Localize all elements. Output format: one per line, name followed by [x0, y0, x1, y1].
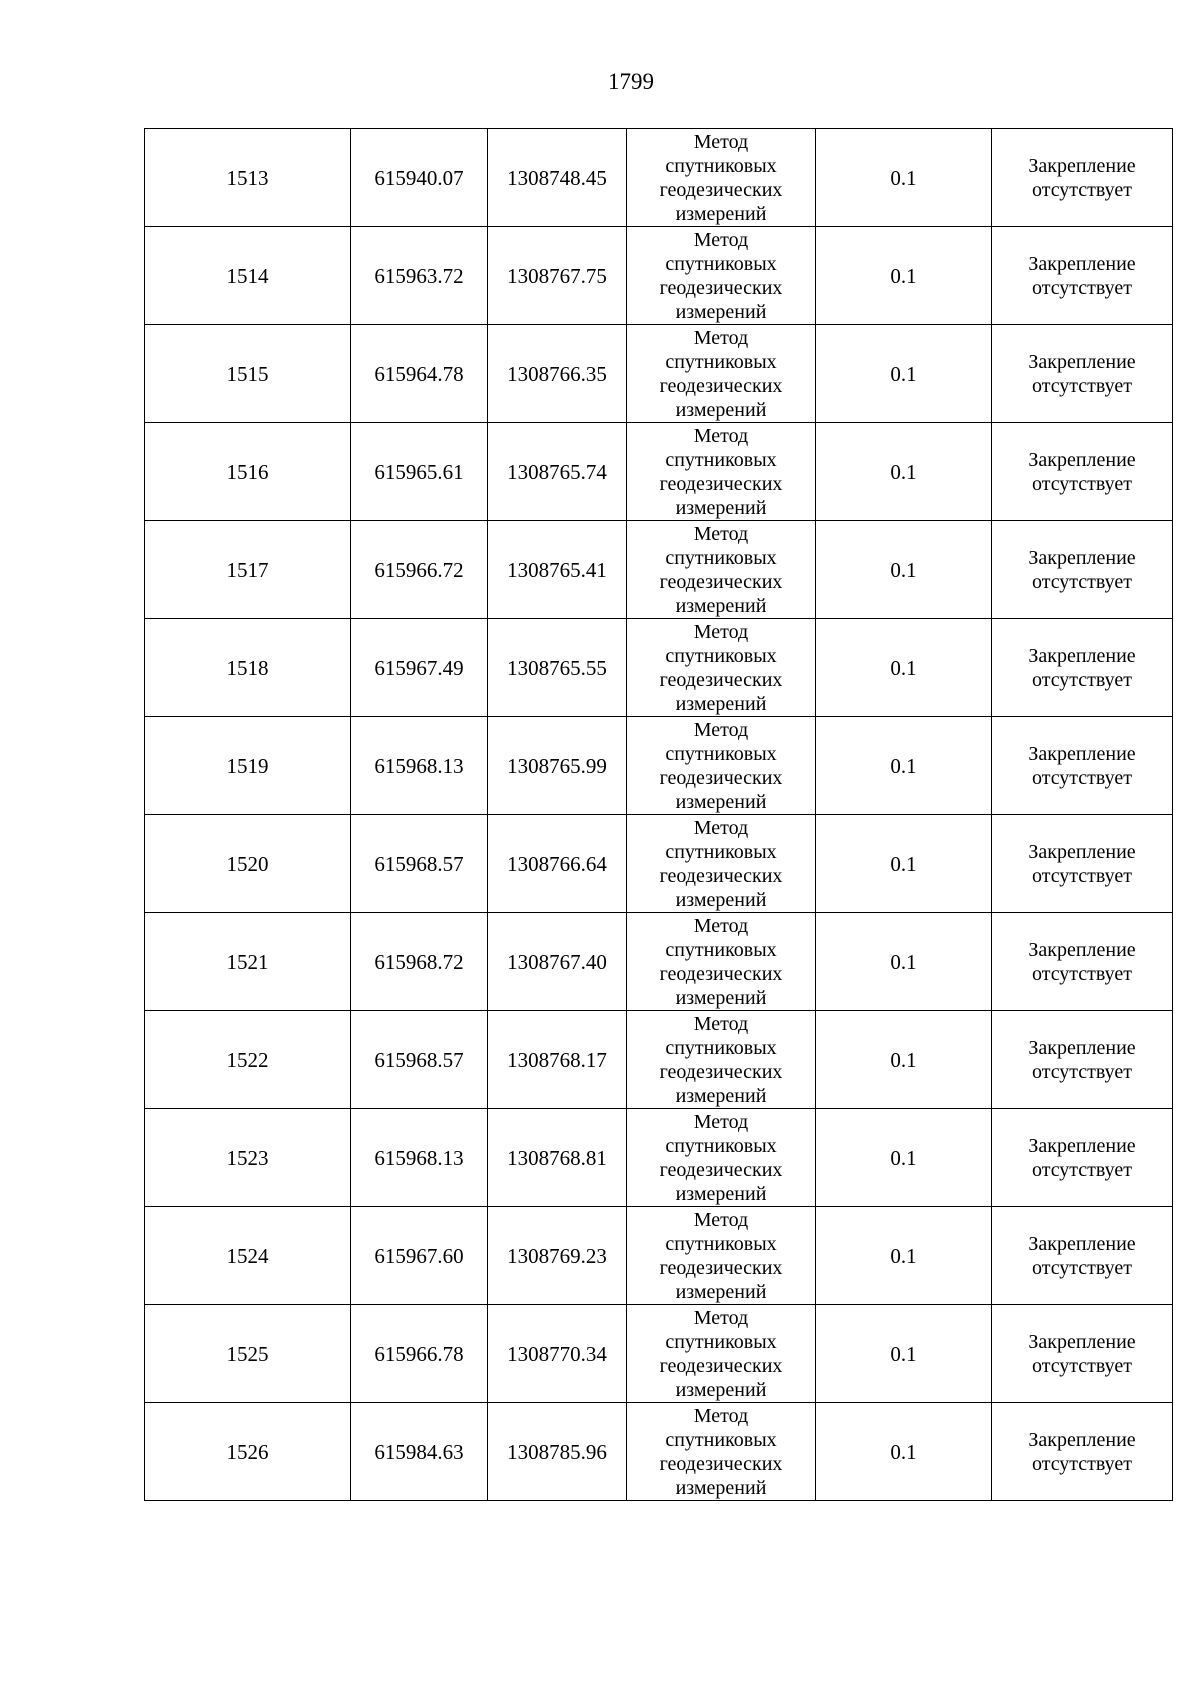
y-coordinate-cell: 1308769.23 — [488, 1207, 627, 1305]
method-line: спутниковых — [665, 644, 777, 667]
method-line: измерений — [675, 594, 767, 617]
method-line: спутниковых — [665, 546, 777, 569]
table-row — [145, 227, 1173, 325]
accuracy-cell: 0.1 — [816, 717, 992, 815]
method-line: геодезических — [659, 864, 783, 887]
x-coordinate-cell: 615966.78 — [351, 1305, 488, 1403]
y-coordinate-cell: 1308768.17 — [488, 1011, 627, 1109]
accuracy-cell: 0.1 — [816, 1305, 992, 1403]
method-line: спутниковых — [665, 1428, 777, 1451]
accuracy-cell: 0.1 — [816, 423, 992, 521]
x-coordinate-cell: 615984.63 — [351, 1403, 488, 1501]
table-row — [145, 521, 1173, 619]
fixing-cell — [992, 129, 1173, 227]
fixing-line: Закрепление — [1028, 252, 1136, 275]
fixing-cell — [992, 1305, 1173, 1403]
method-line: Метод — [693, 1306, 749, 1329]
method-line: Метод — [693, 130, 749, 153]
method-cell — [627, 1011, 816, 1109]
table-row — [145, 1109, 1173, 1207]
table-row — [145, 129, 1173, 227]
method-line: геодезических — [659, 276, 783, 299]
method-line: спутниковых — [665, 154, 777, 177]
method-line: спутниковых — [665, 1134, 777, 1157]
point-number-cell: 1519 — [145, 717, 351, 815]
method-line: спутниковых — [665, 1330, 777, 1353]
method-line: Метод — [693, 914, 749, 937]
fixing-line: отсутствует — [1031, 668, 1133, 691]
y-coordinate-cell: 1308765.74 — [488, 423, 627, 521]
accuracy-cell: 0.1 — [816, 913, 992, 1011]
method-line: Метод — [693, 816, 749, 839]
fixing-line: Закрепление — [1028, 350, 1136, 373]
method-line: измерений — [675, 1378, 767, 1401]
fixing-line: Закрепление — [1028, 938, 1136, 961]
method-line: измерений — [675, 692, 767, 715]
method-cell — [627, 717, 816, 815]
table-row — [145, 1207, 1173, 1305]
method-line: измерений — [675, 790, 767, 813]
method-line: спутниковых — [665, 1036, 777, 1059]
method-line: измерений — [675, 1476, 767, 1499]
point-number-cell: 1516 — [145, 423, 351, 521]
method-line: Метод — [693, 1012, 749, 1035]
x-coordinate-cell: 615968.57 — [351, 815, 488, 913]
method-cell — [627, 227, 816, 325]
fixing-cell — [992, 1403, 1173, 1501]
fixing-cell — [992, 227, 1173, 325]
table-row — [145, 1305, 1173, 1403]
method-line: измерений — [675, 300, 767, 323]
method-line: измерений — [675, 1182, 767, 1205]
fixing-line: отсутствует — [1031, 178, 1133, 201]
table-row — [145, 1011, 1173, 1109]
x-coordinate-cell: 615940.07 — [351, 129, 488, 227]
accuracy-cell: 0.1 — [816, 815, 992, 913]
fixing-line: Закрепление — [1028, 644, 1136, 667]
fixing-line: отсутствует — [1031, 766, 1133, 789]
method-cell — [627, 423, 816, 521]
method-line: спутниковых — [665, 840, 777, 863]
y-coordinate-cell: 1308765.99 — [488, 717, 627, 815]
fixing-line: Закрепление — [1028, 154, 1136, 177]
method-line: Метод — [693, 1208, 749, 1231]
table-row — [145, 619, 1173, 717]
method-line: измерений — [675, 202, 767, 225]
point-number-cell: 1517 — [145, 521, 351, 619]
fixing-line: отсутствует — [1031, 1060, 1133, 1083]
method-cell — [627, 1305, 816, 1403]
fixing-line: отсутствует — [1031, 1354, 1133, 1377]
page-number: 1799 — [608, 69, 654, 94]
x-coordinate-cell: 615967.49 — [351, 619, 488, 717]
y-coordinate-cell: 1308766.35 — [488, 325, 627, 423]
fixing-cell — [992, 913, 1173, 1011]
y-coordinate-cell: 1308767.75 — [488, 227, 627, 325]
table-row — [145, 815, 1173, 913]
method-line: геодезических — [659, 1354, 783, 1377]
accuracy-cell: 0.1 — [816, 1403, 992, 1501]
fixing-line: Закрепление — [1028, 1330, 1136, 1353]
method-line: измерений — [675, 888, 767, 911]
y-coordinate-cell: 1308766.64 — [488, 815, 627, 913]
method-line: измерений — [675, 398, 767, 421]
method-cell — [627, 1207, 816, 1305]
point-number-cell: 1518 — [145, 619, 351, 717]
fixing-cell — [992, 1207, 1173, 1305]
fixing-line: отсутствует — [1031, 962, 1133, 985]
method-cell — [627, 913, 816, 1011]
method-cell — [627, 325, 816, 423]
method-line: Метод — [693, 1110, 749, 1133]
accuracy-cell: 0.1 — [816, 129, 992, 227]
fixing-line: Закрепление — [1028, 546, 1136, 569]
method-line: спутниковых — [665, 938, 777, 961]
fixing-line: отсутствует — [1031, 1158, 1133, 1181]
method-cell — [627, 521, 816, 619]
fixing-line: отсутствует — [1031, 472, 1133, 495]
method-line: геодезических — [659, 472, 783, 495]
accuracy-cell: 0.1 — [816, 521, 992, 619]
method-line: измерений — [675, 1084, 767, 1107]
method-line: спутниковых — [665, 252, 777, 275]
method-line: геодезических — [659, 1158, 783, 1181]
table-row — [145, 913, 1173, 1011]
y-coordinate-cell: 1308767.40 — [488, 913, 627, 1011]
x-coordinate-cell: 615965.61 — [351, 423, 488, 521]
method-line: измерений — [675, 986, 767, 1009]
method-line: спутниковых — [665, 350, 777, 373]
table-row — [145, 423, 1173, 521]
method-line: Метод — [693, 620, 749, 643]
fixing-cell — [992, 815, 1173, 913]
method-line: измерений — [675, 1280, 767, 1303]
method-line: Метод — [693, 424, 749, 447]
fixing-line: Закрепление — [1028, 742, 1136, 765]
method-line: Метод — [693, 718, 749, 741]
method-line: геодезических — [659, 1256, 783, 1279]
fixing-line: отсутствует — [1031, 864, 1133, 887]
method-line: спутниковых — [665, 1232, 777, 1255]
table-row — [145, 325, 1173, 423]
coordinates-table — [144, 128, 1173, 1501]
point-number-cell: 1520 — [145, 815, 351, 913]
fixing-line: Закрепление — [1028, 840, 1136, 863]
method-line: Метод — [693, 522, 749, 545]
point-number-cell: 1524 — [145, 1207, 351, 1305]
y-coordinate-cell: 1308748.45 — [488, 129, 627, 227]
x-coordinate-cell: 615964.78 — [351, 325, 488, 423]
accuracy-cell: 0.1 — [816, 325, 992, 423]
fixing-cell — [992, 619, 1173, 717]
fixing-line: отсутствует — [1031, 570, 1133, 593]
point-number-cell: 1526 — [145, 1403, 351, 1501]
point-number-cell: 1515 — [145, 325, 351, 423]
method-line: геодезических — [659, 570, 783, 593]
fixing-cell — [992, 423, 1173, 521]
method-line: геодезических — [659, 668, 783, 691]
accuracy-cell: 0.1 — [816, 1207, 992, 1305]
point-number-cell: 1523 — [145, 1109, 351, 1207]
fixing-line: отсутствует — [1031, 276, 1133, 299]
fixing-line: Закрепление — [1028, 1232, 1136, 1255]
fixing-line: отсутствует — [1031, 1452, 1133, 1475]
method-cell — [627, 815, 816, 913]
x-coordinate-cell: 615968.57 — [351, 1011, 488, 1109]
method-cell — [627, 1403, 816, 1501]
y-coordinate-cell: 1308768.81 — [488, 1109, 627, 1207]
y-coordinate-cell: 1308785.96 — [488, 1403, 627, 1501]
method-line: геодезических — [659, 178, 783, 201]
accuracy-cell: 0.1 — [816, 619, 992, 717]
y-coordinate-cell: 1308765.41 — [488, 521, 627, 619]
point-number-cell: 1525 — [145, 1305, 351, 1403]
table-row — [145, 717, 1173, 815]
method-line: Метод — [693, 1404, 749, 1427]
method-cell — [627, 129, 816, 227]
method-line: Метод — [693, 326, 749, 349]
y-coordinate-cell: 1308770.34 — [488, 1305, 627, 1403]
fixing-line: Закрепление — [1028, 1428, 1136, 1451]
fixing-line: отсутствует — [1031, 374, 1133, 397]
point-number-cell: 1522 — [145, 1011, 351, 1109]
x-coordinate-cell: 615967.60 — [351, 1207, 488, 1305]
point-number-cell: 1521 — [145, 913, 351, 1011]
table-body — [145, 129, 1173, 1501]
accuracy-cell: 0.1 — [816, 227, 992, 325]
method-line: геодезических — [659, 1452, 783, 1475]
point-number-cell: 1514 — [145, 227, 351, 325]
fixing-line: Закрепление — [1028, 1134, 1136, 1157]
x-coordinate-cell: 615968.13 — [351, 1109, 488, 1207]
x-coordinate-cell: 615968.13 — [351, 717, 488, 815]
method-line: спутниковых — [665, 448, 777, 471]
fixing-cell — [992, 1011, 1173, 1109]
fixing-cell — [992, 717, 1173, 815]
point-number-cell: 1513 — [145, 129, 351, 227]
table-row — [145, 1403, 1173, 1501]
method-line: геодезических — [659, 962, 783, 985]
fixing-cell — [992, 325, 1173, 423]
method-line: измерений — [675, 496, 767, 519]
fixing-line: отсутствует — [1031, 1256, 1133, 1279]
x-coordinate-cell: 615963.72 — [351, 227, 488, 325]
y-coordinate-cell: 1308765.55 — [488, 619, 627, 717]
accuracy-cell: 0.1 — [816, 1109, 992, 1207]
x-coordinate-cell: 615968.72 — [351, 913, 488, 1011]
method-line: геодезических — [659, 1060, 783, 1083]
method-line: геодезических — [659, 766, 783, 789]
fixing-cell — [992, 1109, 1173, 1207]
method-cell — [627, 619, 816, 717]
method-line: спутниковых — [665, 742, 777, 765]
fixing-line: Закрепление — [1028, 1036, 1136, 1059]
method-line: Метод — [693, 228, 749, 251]
method-line: геодезических — [659, 374, 783, 397]
fixing-cell — [992, 521, 1173, 619]
method-cell — [627, 1109, 816, 1207]
fixing-line: Закрепление — [1028, 448, 1136, 471]
accuracy-cell: 0.1 — [816, 1011, 992, 1109]
x-coordinate-cell: 615966.72 — [351, 521, 488, 619]
